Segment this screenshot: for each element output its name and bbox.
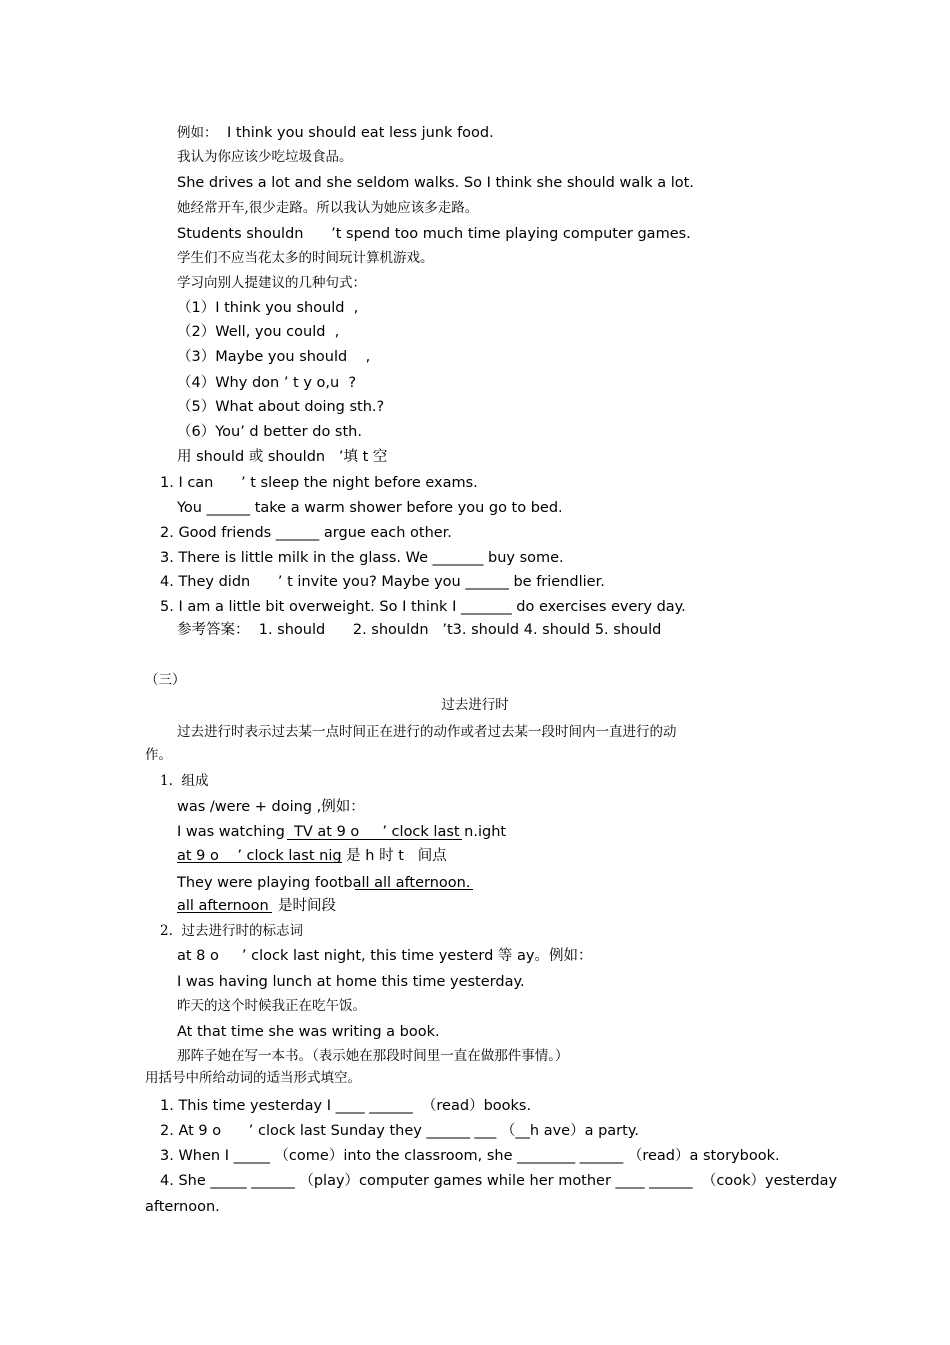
section-title: 过去进行时 bbox=[441, 697, 509, 713]
pattern-item: （6）You’ d better do sth. bbox=[177, 424, 362, 440]
intro-line-1: 过去进行时表示过去某一点时间正在进行的动作或者过去某一段时间内一直进行的动 bbox=[177, 724, 677, 740]
example-translation-4: 那阵子她在写一本书。（表示她在那段时间里一直在做那件事情。） bbox=[177, 1048, 569, 1064]
fill-item: 3. When I _____ （come）into the classroom, she ________ ______ （read）a storybook. bbox=[160, 1148, 780, 1164]
example-note-2: all afternoon 是时间段 bbox=[177, 898, 336, 914]
exercise-item: 1. I can ’ t sleep the night before exams. bbox=[160, 475, 478, 491]
answer-key: 参考答案： 1. should 2. shouldn ’t3. should 4. should 5. should bbox=[177, 622, 662, 638]
example-note-1: at 9 o ’ clock last nig 是 h 时 t 间点 bbox=[177, 848, 447, 864]
example-sentence-3: I was having lunch at home this time yesterday. bbox=[177, 974, 525, 990]
example-label: 例如： bbox=[177, 125, 218, 141]
intro-line-2: 作。 bbox=[145, 747, 172, 763]
underline bbox=[287, 839, 462, 840]
pattern-item: （3）Maybe you should , bbox=[177, 349, 371, 365]
patterns-heading: 学习向别人提建议的几种句式： bbox=[177, 275, 366, 291]
example-sentence-4: At that time she was writing a book. bbox=[177, 1024, 440, 1040]
example-2-english: She drives a lot and she seldom walks. So I think she should walk a lot. bbox=[177, 175, 694, 191]
section-number: （三） bbox=[145, 672, 186, 688]
example-translation-3: 昨天的这个时候我正在吃午饭。 bbox=[177, 998, 366, 1014]
pattern-item: （2）Well, you could , bbox=[177, 324, 340, 340]
exercise-item: 2. Good friends ______ argue each other. bbox=[160, 525, 452, 541]
example-1-chinese: 我认为你应该少吃垃圾食品。 bbox=[177, 149, 353, 165]
example-3-chinese: 学生们不应当花太多的时间玩计算机游戏。 bbox=[177, 250, 434, 266]
fill-item: 4. She _____ ______ （play）computer games while her mother ____ ______ （cook）yesterday bbox=[160, 1173, 838, 1189]
exercise-item: 3. There is little milk in the glass. We _______ buy some. bbox=[160, 550, 564, 566]
exercise-item: 4. They didn ’ t invite you? Maybe you ______ be friendlier. bbox=[160, 574, 605, 590]
exercise-item: 5. I am a little bit overweight. So I think I _______ do exercises every day. bbox=[160, 599, 686, 615]
example-3-english: Students shouldn ’t spend too much time playing computer games. bbox=[177, 226, 691, 242]
fill-item: 2. At 9 o ’ clock last Sunday they ______ ___ （__h ave）a party. bbox=[160, 1123, 639, 1139]
fill-item-continuation: afternoon. bbox=[145, 1199, 220, 1215]
exercise-item: You ______ take a warm shower before you go to bed. bbox=[177, 500, 563, 516]
pattern-item: （1）I think you should , bbox=[177, 300, 359, 316]
item-2-heading: 2. 过去进行时的标志词 bbox=[160, 923, 303, 939]
example-sentence-2: They were playing football all afternoon. bbox=[177, 875, 471, 891]
time-markers: at 8 o ’ clock last night, this time yesterd 等 ay。例如： bbox=[177, 948, 593, 964]
underline bbox=[177, 862, 342, 863]
example-1-english: I think you should eat less junk food. bbox=[227, 125, 494, 141]
exercise-heading: 用 should 或 shouldn ’填 t 空 bbox=[177, 449, 388, 465]
fill-heading: 用括号中所给动词的适当形式填空。 bbox=[145, 1070, 361, 1086]
example-sentence-1: I was watching TV at 9 o ’ clock last n.ight bbox=[177, 824, 507, 840]
item-1-heading: 1. 组成 bbox=[160, 773, 209, 789]
example-2-chinese: 她经常开车,很少走路。所以我认为她应该多走路。 bbox=[177, 200, 479, 216]
pattern-item: （5）What about doing sth.? bbox=[177, 399, 385, 415]
formula: was /were + doing ,例如： bbox=[177, 799, 365, 815]
underline bbox=[355, 889, 473, 890]
underline bbox=[177, 912, 272, 913]
fill-item: 1. This time yesterday I ____ ______ （read）books. bbox=[160, 1098, 532, 1114]
pattern-item: （4）Why don ’ t y o,u ? bbox=[177, 375, 357, 391]
